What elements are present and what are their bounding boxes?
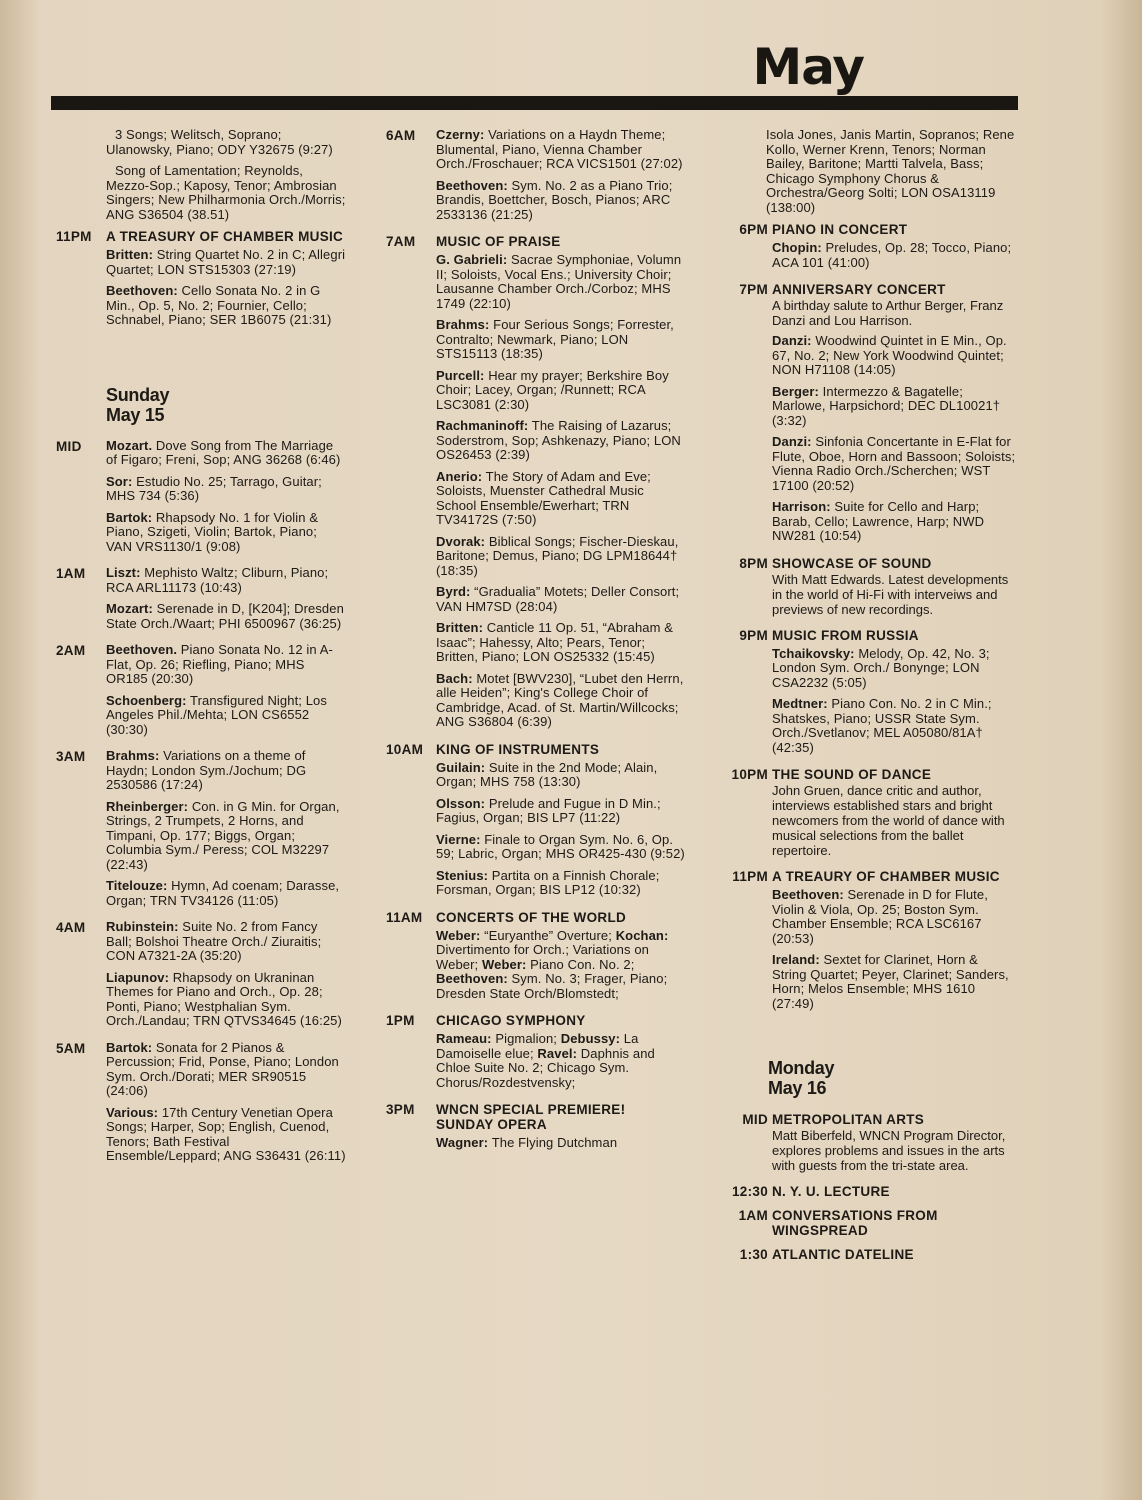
program-time: 7AM (386, 234, 416, 249)
program-title: METROPOLITAN ARTS (772, 1112, 925, 1127)
composer: Beethoven: (436, 177, 508, 193)
program-time: 9PM (739, 627, 768, 643)
program-time: 1AM (56, 566, 86, 581)
listing-piece: Rubinstein: Suite No. 2 from Fancy Ball; Bolshoi Theatre Orch./ Ziuraitis; CON A7321-2A (35:20) (106, 919, 322, 963)
program-title: N. Y. U. LECTURE (772, 1184, 890, 1199)
program-time: MID (742, 1112, 768, 1127)
composer: Tchaikovsky: (772, 645, 855, 661)
composer: Beethoven. (106, 642, 178, 657)
composer: Beethoven: (436, 971, 508, 986)
listing-piece: Rameau: Pigmalion; Debussy: La Damoiselle elue; Ravel: Daphnis and Chloe Suite No. 2; Chicago Sym. Chorus/Rozdestvensky; (436, 1031, 655, 1090)
listing-piece: Berger: Intermezzo & Bagatelle; Marlowe, Harpsichord; DEC DL10021† (3:32) (772, 383, 1001, 428)
listing-piece: Wagner: The Flying Dutchman (436, 1135, 618, 1150)
composer: Sor: (106, 473, 133, 489)
program-time: 6PM (739, 222, 768, 237)
program-description: John Gruen, dance critic and author, interviews established stars and bright newcomers from the world of dance with musical selections from the ballet repertoire. (772, 783, 1005, 858)
listing-piece: Chopin: Preludes, Op. 28; Tocco, Piano; ACA 101 (41:00) (772, 240, 1012, 270)
composer: Liapunov: (106, 969, 170, 985)
listing-piece: Mozart: Serenade in D, [K204]; Dresden State Orch./Waart; PHI 6500967 (36:25) (106, 601, 344, 631)
listing-piece: Titelouze: Hymn, Ad coenam; Darasse, Organ; TRN TV34126 (11:05) (106, 878, 340, 908)
program-entry (716, 869, 1016, 1018)
listing-piece: Danzi: Sinfonia Concertante in E-Flat for Flute, Oboe, Horn and Bassoon; Soloists; Vienna Radio Orch./Scherchen; WST 17100 (20:52) (772, 434, 1016, 493)
composer: Chopin: (772, 240, 822, 255)
listing-piece: Harrison: Suite for Cello and Harp; Barab, Cello; Lawrence, Harp; NWD NW281 (10:54) (772, 499, 985, 543)
composer: Byrd: (436, 584, 471, 599)
program-time: 5AM (56, 1040, 86, 1056)
listing-piece: Byrd: “Gradualia” Motets; Deller Consort; VAN HM7SD (28:04) (436, 584, 680, 614)
composer: Britten: (436, 620, 484, 635)
program-time: 10PM (731, 767, 768, 782)
listing-piece: Stenius: Partita on a Finnish Chorale; Forsman, Organ; BIS LP12 (10:32) (436, 867, 660, 897)
program-title: ATLANTIC DATELINE (772, 1247, 914, 1262)
listing-piece: G. Gabrieli: Sacrae Symphoniae, Volumn II; Soloists, Vocal Ens.; University Choir; Lausanne Chamber Orch./Corboz; MHS 1749 (22:10) (436, 252, 682, 311)
program-title: WNCN SPECIAL PREMIERE! SUNDAY OPERA (436, 1102, 626, 1132)
program-entry (386, 910, 686, 1009)
composer: Rheinberger: (106, 798, 189, 814)
listing-piece: Beethoven: Serenade in D for Flute, Violin & Viola, Op. 25; Boston Sym. Chamber Ensemble; RCA LSC6167 (20:53) (772, 887, 988, 946)
composer: Bartok: (106, 1039, 153, 1055)
program-entry (716, 767, 1016, 864)
composer: Britten: (106, 247, 154, 262)
composer: Brahms: (436, 317, 490, 332)
program-entry (386, 742, 686, 905)
listing-piece: Beethoven. Piano Sonata No. 12 in A-Flat, Op. 26; Riefling, Piano; MHS OR185 (20:30) (106, 642, 333, 686)
listing-piece: Danzi: Woodwind Quintet in E Min., Op. 67, No. 2; New York Woodwind Quintet; NON H71108 (14:05) (772, 333, 1007, 377)
program-title: SHOWCASE OF SOUND (772, 555, 932, 571)
program-description: With Matt Edwards. Latest developments in the world of Hi-Fi with interveiws and previews of new recordings. (772, 571, 1009, 617)
composer: Harrison: (772, 499, 831, 514)
program-title: PIANO IN CONCERT (772, 222, 908, 237)
composer: G. Gabrieli: (436, 252, 508, 267)
program-entry (386, 1102, 686, 1158)
listing-piece: Bach: Motet [BWV230], “Lubet den Herrn, alle Heiden”; King's College Choir of Cambridge, Acad. of St. Martin/Willcocks; ANG S36804 (6:39) (436, 670, 684, 729)
program-time: 4AM (56, 920, 86, 935)
program-entry (716, 1184, 1016, 1203)
program-time: 8PM (739, 555, 768, 571)
listing-piece: 3 Songs; Welitsch, Soprano; Ulanowsky, Piano; ODY Y32675 (9:27) (106, 127, 333, 157)
composer: Rubinstein: (106, 919, 179, 934)
composer: Ravel: (537, 1045, 578, 1061)
header-rule (51, 96, 1018, 110)
program-time: 3AM (56, 749, 86, 764)
composer: Berger: (772, 383, 819, 399)
composer: Liszt: (106, 565, 141, 580)
program-entry (716, 1208, 1016, 1242)
program-entry (56, 749, 346, 915)
listing-piece: Beethoven: Cello Sonata No. 2 in G Min., Op. 5, No. 2; Fournier, Cello; Schnabel, Piano; SER 1B6075 (21:31) (106, 283, 332, 327)
composer: Wagner: (436, 1135, 489, 1150)
program-title: THE SOUND OF DANCE (772, 767, 932, 782)
program-time: 10AM (386, 741, 424, 757)
composer: Olsson: (436, 795, 486, 811)
listing-piece: Czerny: Variations on a Haydn Theme; Blumental, Piano, Vienna Chamber Orch./Froschauer; RCA VICS1501 (27:02) (436, 127, 683, 171)
listing-piece: Medtner: Piano Con. No. 2 in C Min.; Shatskes, Piano; USSR State Sym. Orch./Svetlanov; MEL A05080/81A† (42:35) (772, 696, 992, 755)
composer: Mozart. (106, 437, 153, 453)
program-time: 7PM (739, 282, 768, 297)
program-title: KING OF INSTRUMENTS (436, 741, 600, 757)
program-description: Matt Biberfeld, WNCN Program Director, explores problems and issues in the arts with guests from the tri-state area. (772, 1128, 1006, 1173)
composer: Bartok: (106, 509, 153, 525)
composer: Bach: (436, 670, 473, 686)
composer: Rameau: (436, 1031, 492, 1046)
program-time: 12:30 (731, 1184, 768, 1199)
listing-piece: Bartok: Rhapsody No. 1 for Violin & Piano, Szigeti, Violin; Bartok, Piano; VAN VRS1130/1 (9:08) (106, 509, 319, 554)
day-name: Sunday (106, 384, 170, 405)
program-entry (716, 1247, 1016, 1266)
listing-piece: Song of Lamentation; Reynolds, Mezzo-Sop.; Kaposy, Tenor; Ambrosian Singers; New Philharmonia Orch./Morris; ANG S36504 (38.51) (106, 163, 346, 222)
listing-piece: Brahms: Four Serious Songs; Forrester, Contralto; Newmark, Piano; LON STS15113 (18:35) (436, 317, 674, 361)
program-entry (56, 229, 346, 335)
listing-piece: Liapunov: Rhapsody on Ukraninan Themes for Piano and Orch., Op. 28; Ponti, Piano; Westphalian Sym. Orch./Landau; TRN QTVS34645 (16:25) (106, 969, 342, 1028)
listing-piece: Brahms: Variations on a theme of Haydn; London Sym./Jochum; DG 2530586 (17:24) (106, 748, 307, 792)
composer: Ireland: (772, 952, 820, 967)
listing-piece: Anerio: The Story of Adam and Eve; Soloists, Muenster Cathedral Music School Ensemble/Ewerhart; TRN TV34172S (7:50) (436, 468, 651, 527)
listing-piece: Olsson: Prelude and Fugue in D Min.; Fagius, Organ; BIS LP7 (11:22) (436, 795, 661, 825)
composer: Rachmaninoff: (436, 418, 529, 433)
program-time: 11AM (386, 909, 423, 925)
column-3 (716, 128, 1016, 1271)
program-title: A TREAURY OF CHAMBER MUSIC (772, 869, 1000, 884)
day-heading-sunday (56, 385, 346, 425)
composer: Czerny: (436, 127, 485, 142)
composer: Beethoven: (106, 283, 178, 298)
listing-piece: Guilain: Suite in the 2nd Mode; Alain, Organ; MHS 758 (13:30) (436, 759, 658, 789)
program-entry (56, 566, 346, 638)
listing-piece: Schoenberg: Transfigured Night; Los Angeles Phil./Mehta; LON CS6552 (30:30) (106, 692, 327, 737)
composer: Vierne: (436, 831, 481, 847)
program-entry (386, 234, 686, 737)
day-heading-monday (716, 1058, 1016, 1098)
program-time: 1PM (386, 1013, 415, 1028)
program-title: MUSIC FROM RUSSIA (772, 627, 919, 643)
listing-piece: Liszt: Mephisto Waltz; Cliburn, Piano; RCA ARL11173 (10:43) (106, 565, 329, 595)
composer: Debussy: (560, 1031, 621, 1046)
composer: Weber: (481, 956, 527, 972)
listing-piece: Dvorak: Biblical Songs; Fischer-Dieskau, Baritone; Demus, Piano; DG LPM18644† (18:35) (436, 533, 679, 578)
program-entry (716, 1112, 1016, 1179)
listing-piece: Sor: Estudio No. 25; Tarrago, Guitar; MHS 734 (5:36) (106, 473, 322, 503)
program-entry (716, 628, 1016, 763)
program-time: 11PM (732, 869, 768, 884)
composer: Schoenberg: (106, 692, 187, 708)
composer: Danzi: (772, 434, 812, 449)
program-entry (386, 128, 686, 229)
composer: Mozart: (106, 601, 153, 616)
composer: Weber: (436, 927, 481, 943)
program-time: 11PM (56, 229, 92, 244)
listing-piece: Mozart. Dove Song from The Marriage of Figaro; Freni, Sop; ANG 36268 (6:46) (106, 437, 341, 467)
program-time: 1AM (738, 1208, 768, 1223)
listing-piece: Weber: “Euryanthe” Overture; Kochan: Divertimento for Orch.; Variations on Weber; Weber: Piano Con. No. 2; Beethoven: Sym. No. 3; Frager, Piano; Dresden State Orch/Blomstedt; (436, 927, 669, 1001)
listing-piece: Purcell: Hear my prayer; Berkshire Boy Choir; Lacey, Organ; /Runnett; RCA LSC3081 (2:30) (436, 367, 669, 412)
program-entry (56, 643, 346, 744)
program-entry (56, 439, 346, 562)
column-2 (386, 128, 686, 1163)
listing-piece: Britten: String Quartet No. 2 in C; Allegri Quartet; LON STS15303 (27:19) (106, 247, 346, 277)
program-time: 2AM (56, 643, 86, 658)
program-entry (56, 920, 346, 1036)
program-entry (716, 556, 1016, 623)
program-entry (386, 1013, 686, 1097)
program-time: 3PM (386, 1102, 415, 1117)
composer: Kochan: (615, 927, 669, 943)
day-date: May 16 (768, 1078, 827, 1098)
listing-piece: Bartok: Sonata for 2 Pianos & Percussion; Frid, Ponse, Piano; London Sym. Orch./Dorati; MER SR90515 (24:06) (106, 1039, 339, 1098)
day-date: May 15 (106, 404, 165, 425)
listing-piece: Rachmaninoff: The Raising of Lazarus; Soderstrom, Sop; Ashkenazy, Piano; LON OS26453 (2:39) (436, 418, 681, 462)
listing-piece: Vierne: Finale to Organ Sym. No. 6, Op. 59; Labric, Organ; MHS OR425-430 (9:52) (436, 831, 685, 861)
program-description: A birthday salute to Arthur Berger, Franz Danzi and Lou Harrison. (772, 298, 1004, 328)
listing-piece: Tchaikovsky: Melody, Op. 42, No. 3; London Sym. Orch./ Bonynge; LON CSA2232 (5:05) (772, 645, 990, 690)
composer: Dvorak: (436, 533, 486, 549)
composer: Various: (106, 1104, 159, 1120)
program-entry (716, 282, 1016, 551)
listing-piece: Ireland: Sextet for Clarinet, Horn & String Quartet; Peyer, Clarinet; Sanders, Horn; Melos Ensemble; MHS 1610 (27:49) (772, 952, 1009, 1011)
program-time: 1:30 (739, 1247, 768, 1262)
composer: Medtner: (772, 696, 828, 711)
listing-piece: Britten: Canticle 11 Op. 51, “Abraham & Isaac”; Hahessy, Alto; Pears, Tenor; Britten, Piano; LON OS25332 (15:45) (436, 620, 674, 664)
listing-piece: Beethoven: Sym. No. 2 as a Piano Trio; Brandis, Boettcher, Bosch, Pianos; ARC 2533136 (21:25) (436, 177, 673, 222)
day-name: Monday (768, 1058, 835, 1078)
composer: Brahms: (106, 748, 160, 763)
composer: Beethoven: (772, 887, 844, 902)
column-1 (56, 128, 346, 1176)
composer: Purcell: (436, 367, 485, 383)
composer: Anerio: (436, 468, 483, 484)
program-time: MID (56, 438, 82, 454)
program-title: CHICAGO SYMPHONY (436, 1013, 586, 1028)
listing-piece: Isola Jones, Janis Martin, Sopranos; Rene Kollo, Werner Krenn, Tenors; Norman Bailey, Baritone; Martti Talvela, Bass; Chicago Symphony Chorus & Orchestra/Georg Solti; LON OSA13119 (138:00) (766, 127, 1015, 215)
program-title: ANNIVERSARY CONCERT (772, 282, 946, 297)
program-time: 6AM (386, 128, 416, 143)
composer: Titelouze: (106, 878, 168, 893)
month-heading: May (752, 38, 864, 96)
composer: Danzi: (772, 333, 812, 348)
composer: Stenius: (436, 867, 489, 883)
program-title: A TREASURY OF CHAMBER MUSIC (106, 229, 344, 244)
listing-piece: Various: 17th Century Venetian Opera Songs; Harper, Sop; English, Cuenod, Tenors; Bath Festival Ensemble/Leppard; ANG S36431 (26:11) (106, 1104, 346, 1163)
program-title: CONCERTS OF THE WORLD (436, 909, 627, 925)
composer: Guilain: (436, 759, 486, 775)
program-entry (56, 1041, 346, 1171)
program-title: MUSIC OF PRAISE (436, 234, 561, 249)
program-title: CONVERSATIONS FROM WINGSPREAD (772, 1208, 938, 1238)
program-entry (716, 222, 1016, 277)
listing-piece: Rheinberger: Con. in G Min. for Organ, Strings, 2 Trumpets, 2 Horns, and Timpani, Op. 177; Biggs, Organ; Columbia Sym./ Peress; COL M32297 (22:43) (106, 798, 340, 872)
